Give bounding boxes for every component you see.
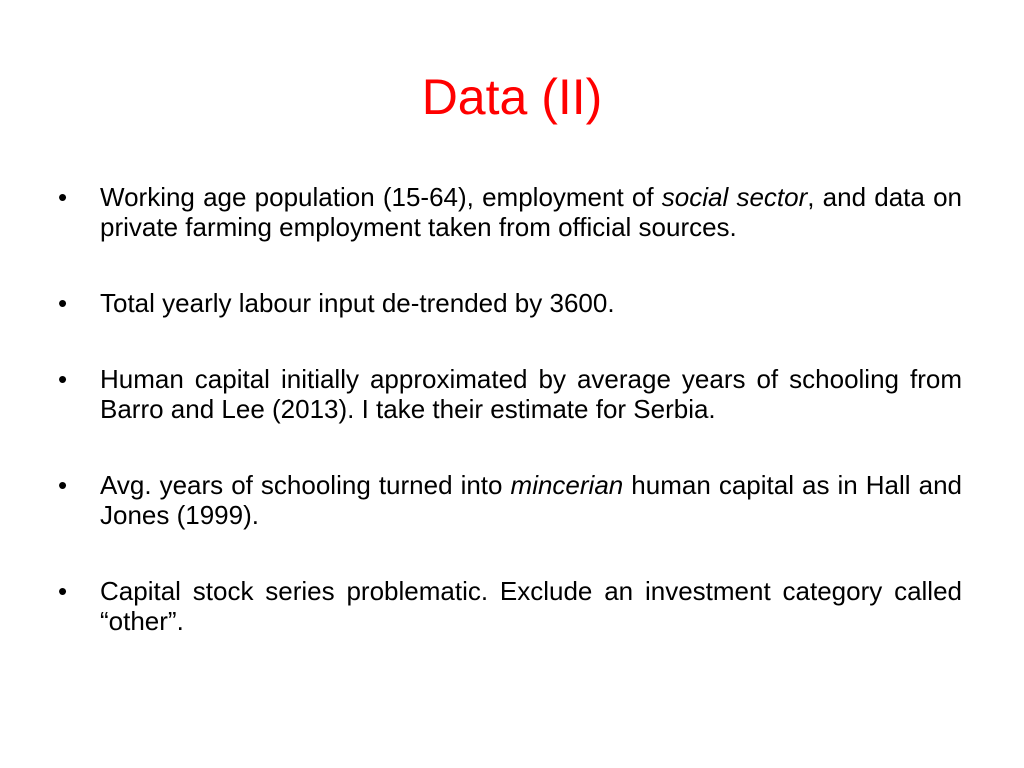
bullet-list [58, 182, 962, 682]
bullet-item [58, 182, 962, 242]
bullet-text-before: Working age population (15-64), employment of [100, 182, 662, 212]
bullet-text-before: Avg. years of schooling turned into [100, 470, 511, 500]
bullet-item [58, 576, 962, 636]
bullet-text: Total yearly labour input de-trended by 3600. [100, 288, 615, 318]
bullet-text-emphasis: social sector [661, 182, 808, 212]
bullet-text-after: , and data on private farming employment taken from official sources. [100, 182, 962, 242]
bullet-text-after: human capital as in Hall and Jones (1999). [100, 470, 962, 530]
bullet-dot-icon: • [58, 182, 68, 212]
bullet-dot-icon: • [58, 576, 68, 606]
bullet-text-emphasis: mincerian [510, 470, 624, 500]
slide-title: Data (II) [421, 69, 603, 125]
bullet-dot-icon: • [58, 288, 68, 318]
bullet-item [58, 470, 962, 530]
bullet-item [58, 364, 962, 424]
bullet-dot-icon: • [58, 364, 68, 394]
bullet-text: Human capital initially approximated by average years of schooling from Barro and Lee (2013). I take their estimate for Serbia. [100, 364, 962, 424]
bullet-dot-icon: • [58, 470, 68, 500]
bullet-text: Capital stock series problematic. Exclude an investment category called “other”. [100, 576, 962, 636]
bullet-item [58, 288, 962, 318]
